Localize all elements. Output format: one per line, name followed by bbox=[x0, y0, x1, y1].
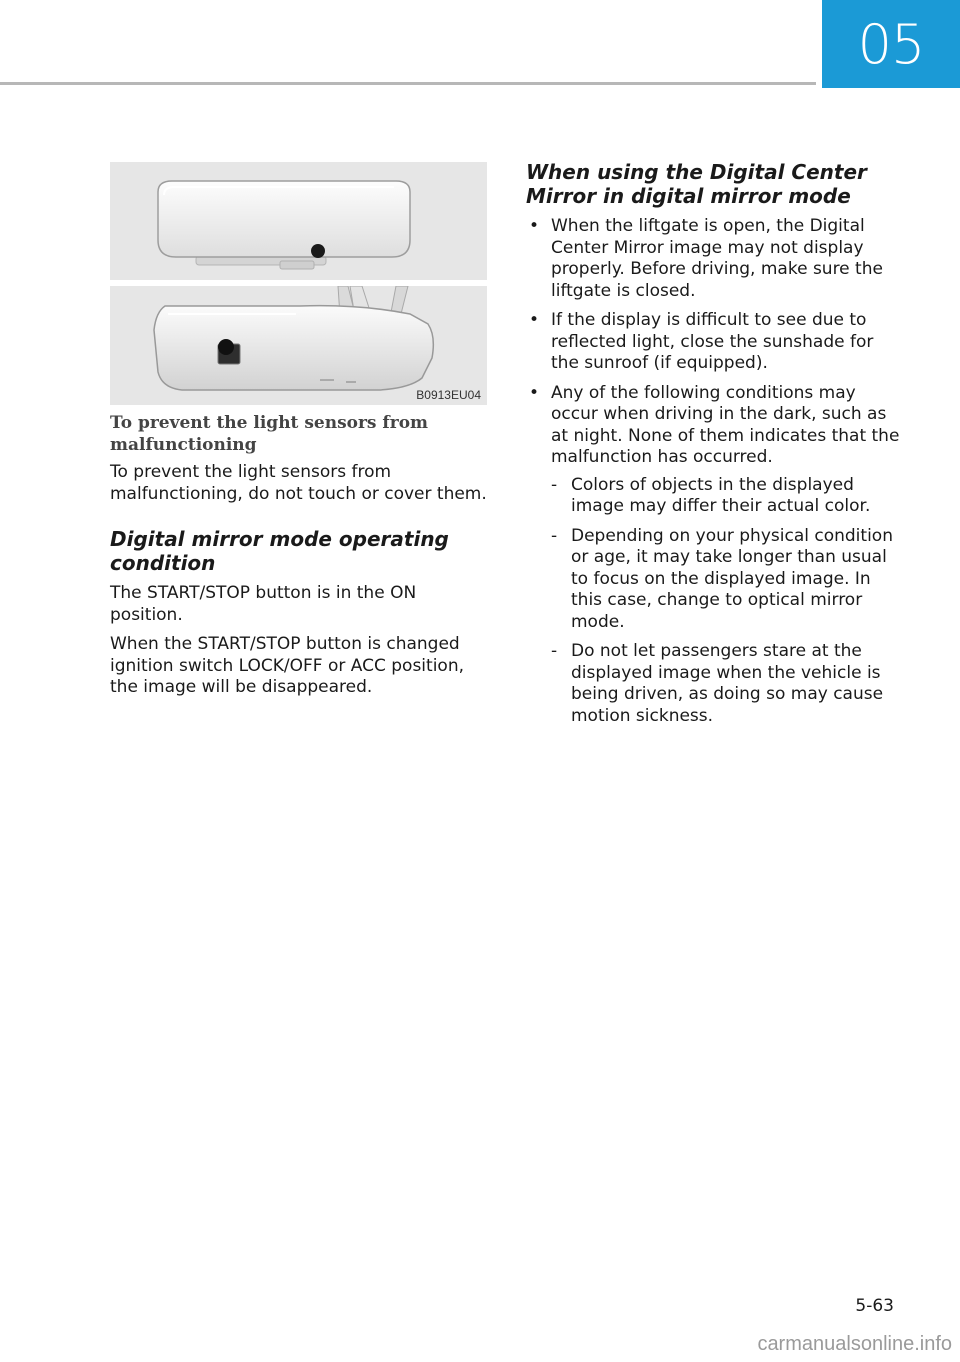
list-item-text: When the liftgate is open, the Digital Center Mirror image may not display properly. Before driving, make sure the liftgate is closed. bbox=[551, 216, 883, 301]
operating-condition-paragraph-2: When the START/STOP button is changed ignition switch LOCK/OFF or ACC position, the image will be disappeared. bbox=[110, 634, 464, 697]
bullet-icon: • bbox=[529, 382, 540, 403]
chapter-tab bbox=[822, 0, 960, 88]
bullet-icon: • bbox=[529, 310, 540, 330]
list-item bbox=[526, 216, 906, 302]
operating-condition-paragraph-1: The START/STOP button is in the ON position. bbox=[110, 583, 417, 625]
watermark: carmanualsonline.info bbox=[757, 1333, 952, 1355]
list-item bbox=[526, 383, 906, 728]
list-item bbox=[551, 475, 906, 518]
list-item bbox=[551, 526, 906, 634]
list-item-text: Do not let passengers stare at the displayed image when the vehicle is being driven, as doing so may cause motion sickness. bbox=[571, 641, 884, 726]
dash-icon: - bbox=[551, 525, 558, 546]
list-item bbox=[526, 310, 906, 375]
page-number: 5-63 bbox=[855, 1296, 894, 1316]
right-column bbox=[526, 160, 906, 735]
light-sensor-rear-icon bbox=[218, 339, 234, 355]
digital-mode-heading: When using the Digital Center Mirror in digital mirror mode bbox=[526, 160, 867, 208]
chapter-number: 05 bbox=[857, 12, 925, 76]
left-column bbox=[110, 412, 490, 707]
list-item-text: Depending on your physical condition or age, it may take longer than usual to focus on the displayed image. In this case, change to optical mirror mode. bbox=[571, 525, 893, 632]
light-sensor-front-icon bbox=[311, 244, 325, 258]
dash-icon: - bbox=[551, 474, 558, 495]
list-item bbox=[551, 641, 906, 727]
sensor-paragraph: To prevent the light sensors from malfunctioning, do not touch or cover them. bbox=[110, 462, 487, 504]
header-rule bbox=[0, 82, 816, 85]
figure-code: B0913EU04 bbox=[416, 388, 481, 402]
mirror-front-view bbox=[110, 162, 487, 280]
sensor-heading: To prevent the light sensors from malfunctioning bbox=[110, 413, 429, 455]
mirror-figure bbox=[110, 162, 487, 405]
digital-mode-bullets bbox=[526, 216, 906, 727]
list-item-text: Colors of objects in the displayed image may differ their actual color. bbox=[571, 474, 871, 516]
dash-icon: - bbox=[551, 641, 558, 661]
mirror-front-illustration bbox=[110, 162, 487, 280]
operating-condition-heading: Digital mirror mode operating condition bbox=[110, 527, 449, 575]
night-conditions-list bbox=[551, 475, 906, 728]
list-item-text: If the display is difficult to see due to reflected light, close the sunshade for the sunroof (if equipped). bbox=[551, 310, 874, 373]
bullet-icon: • bbox=[529, 216, 540, 236]
list-item-text: Any of the following conditions may occur when driving in the dark, such as at night. None of them indicates that the malfunction has occurred. bbox=[551, 382, 900, 467]
